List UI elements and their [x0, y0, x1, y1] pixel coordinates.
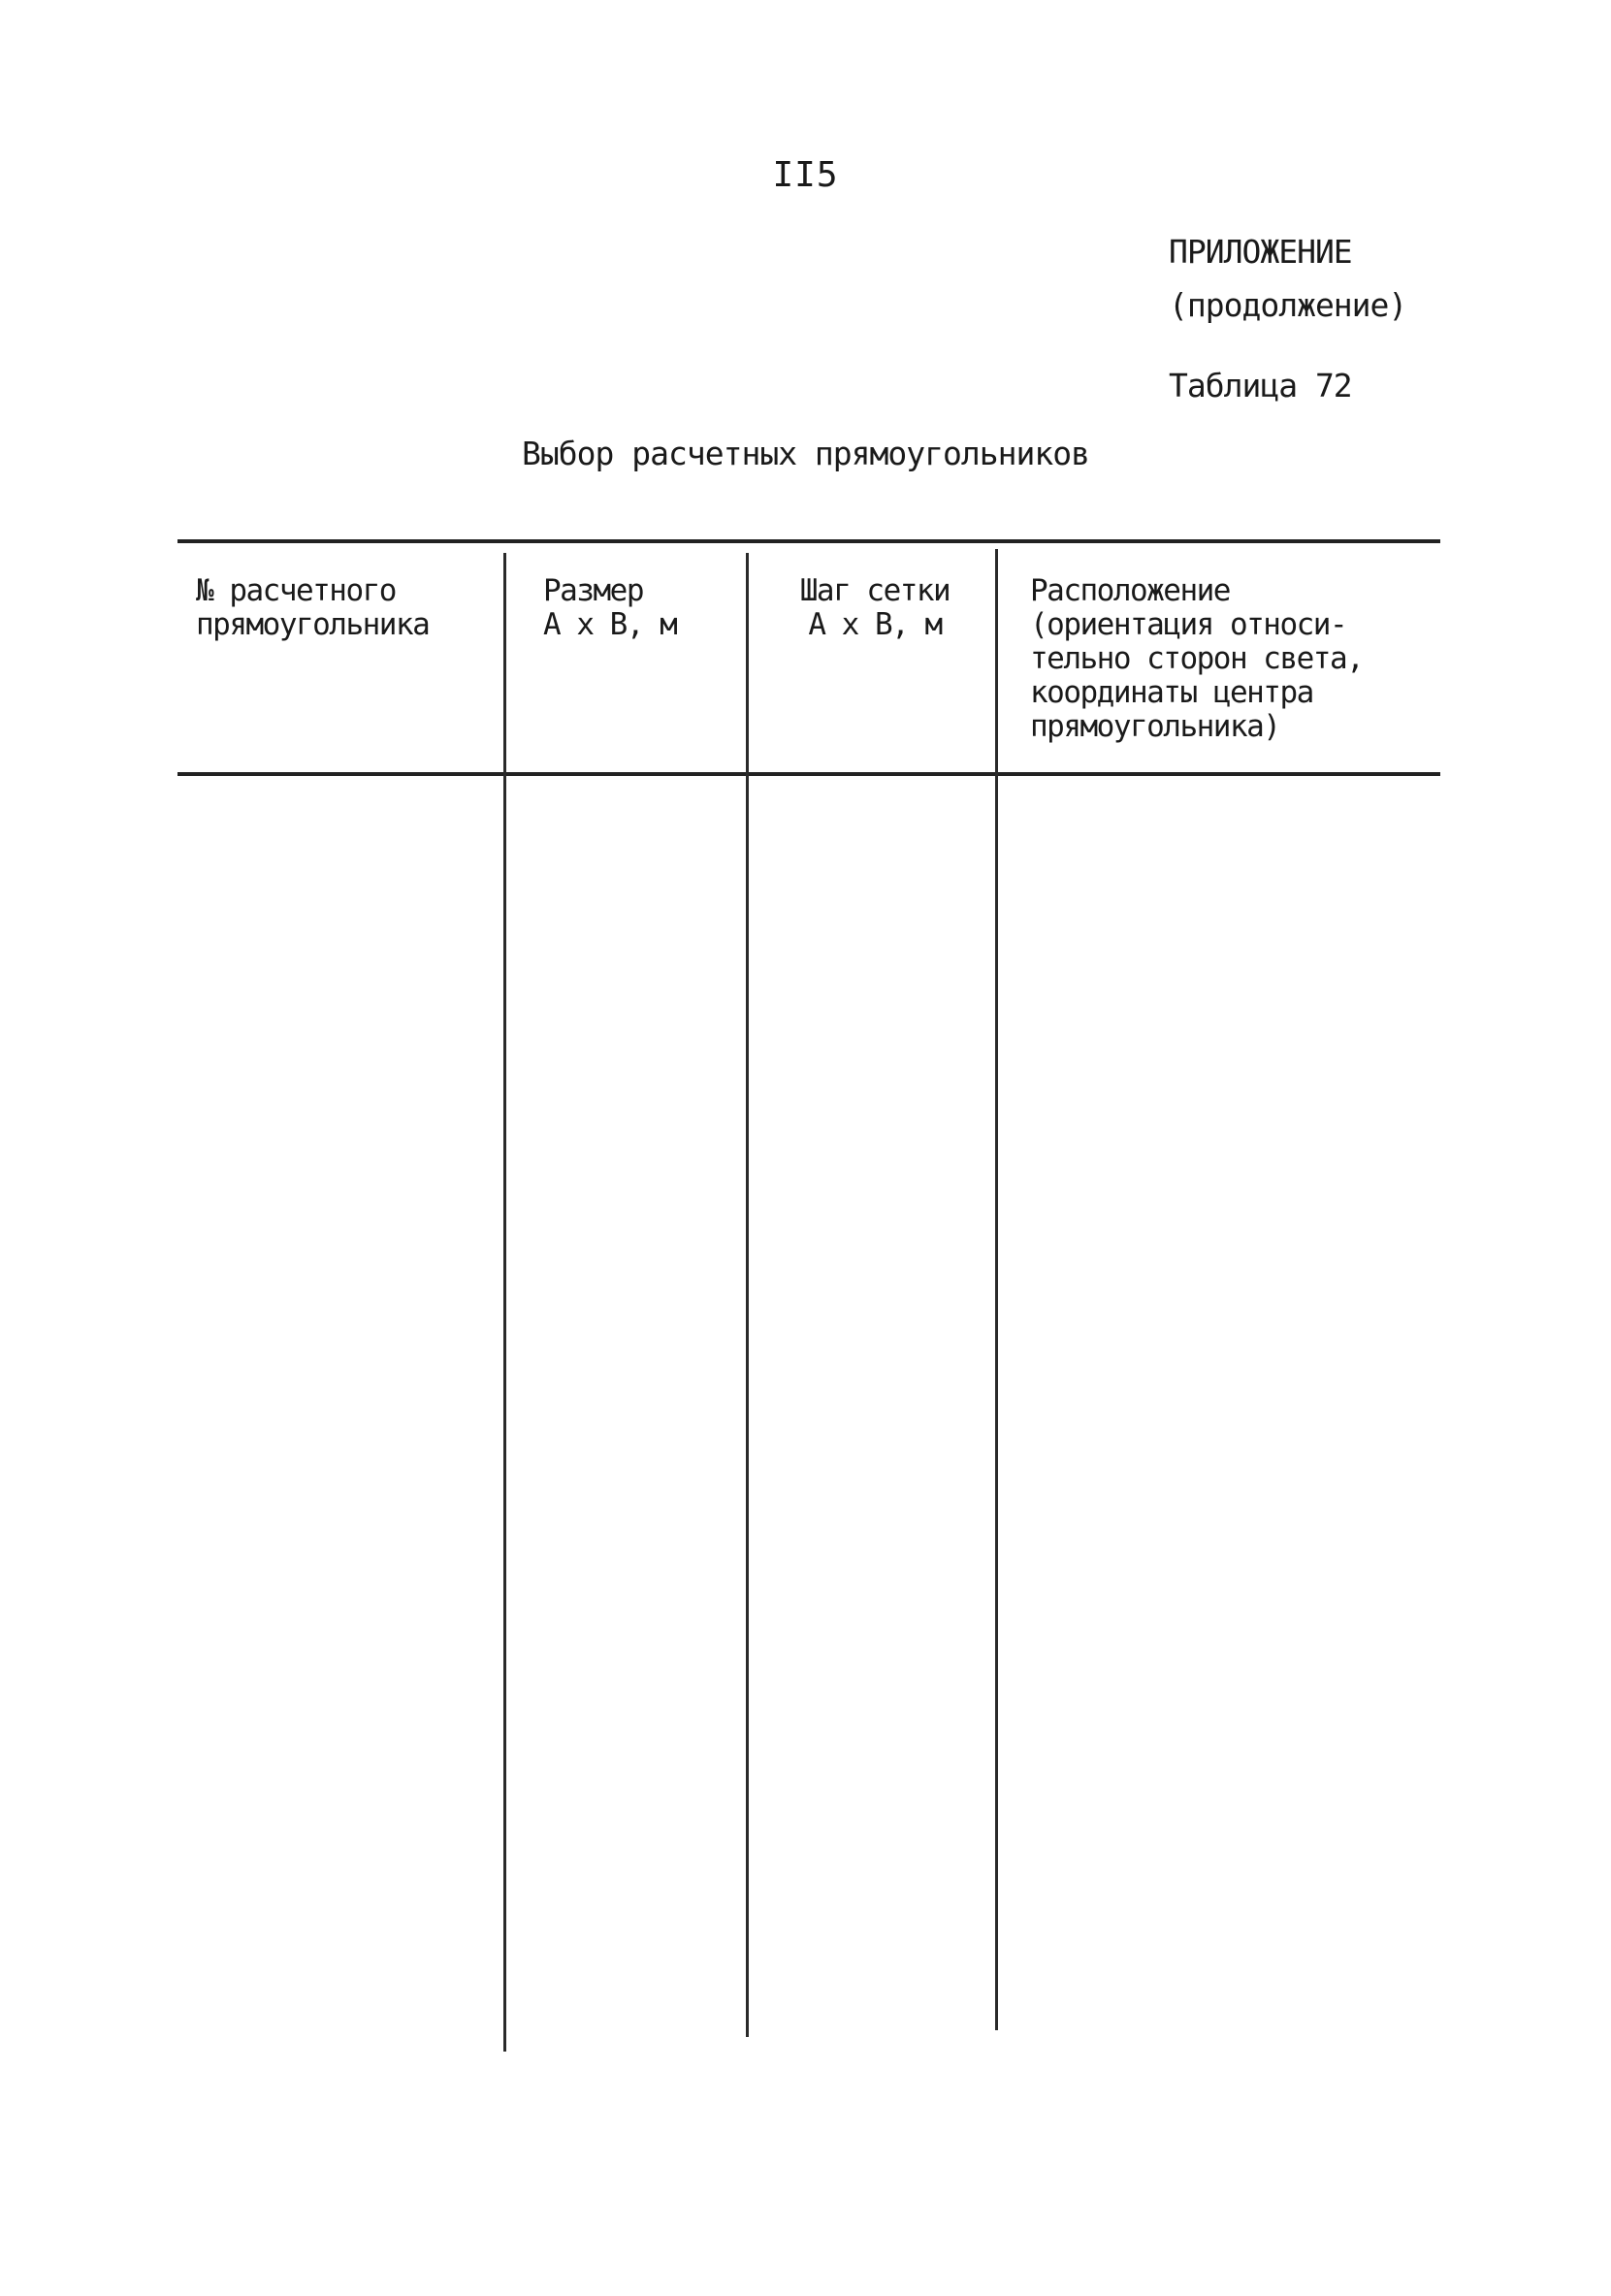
column-divider-3: [995, 549, 998, 2030]
appendix-continuation: (продолжение): [1169, 286, 1407, 324]
table-title: Выбор расчетных прямоугольников: [522, 435, 1089, 472]
table-top-rule: [177, 539, 1440, 543]
appendix-label: ПРИЛОЖЕНИЕ: [1169, 233, 1352, 271]
table-header-rule: [177, 772, 1440, 776]
page-number: II5: [772, 155, 839, 195]
column-header-grid-step: Шаг сетки А х В, м: [799, 573, 950, 642]
column-header-location: Расположение (ориентация относи- тельно сторон света, координаты центра прямоугольника): [1030, 573, 1364, 744]
table-number: Таблица 72: [1169, 367, 1352, 404]
column-divider-1: [503, 553, 506, 2052]
column-header-rectangle-number: № расчетного прямоугольника: [196, 573, 430, 642]
column-divider-2: [746, 553, 749, 2037]
column-header-size: Размер А х В, м: [543, 573, 677, 642]
